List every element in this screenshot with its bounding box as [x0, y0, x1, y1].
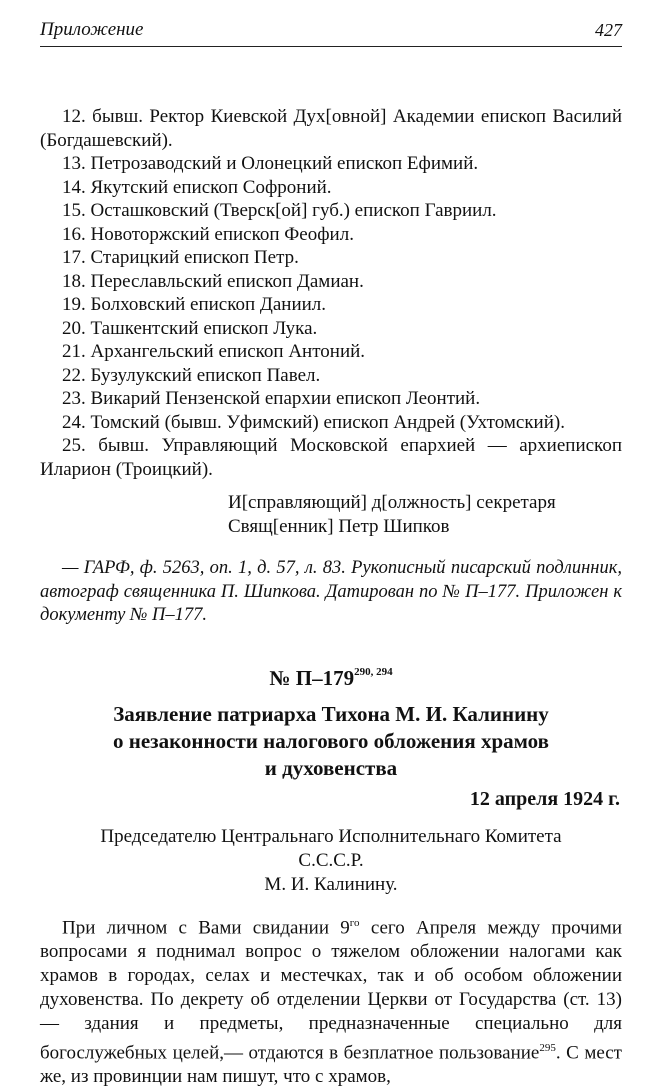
list-item: 13. Петрозаводский и Олонецкий епископ Ефимий. [40, 152, 622, 176]
section-title: Приложение [40, 18, 143, 42]
addressee-line: Председателю Центральнаго Исполнительнаго Комитета [40, 825, 622, 849]
title-line: о незаконности налогового обложения храмов [40, 728, 622, 755]
footnote-refs: 290, 294 [354, 666, 393, 678]
signature-name: Свящ[енник] Петр Шипков [228, 515, 622, 539]
page-number: 427 [595, 18, 622, 42]
signature-position: И[справляющий] д[олжность] секретаря [228, 491, 622, 515]
title-line: Заявление патриарха Тихона М. И. Калинину [40, 701, 622, 728]
list-item: 12. бывш. Ректор Киевской Дух[овной] Академии епископ Василий (Богдашевский). [40, 105, 622, 152]
bishops-list [40, 105, 622, 481]
list-item: 18. Переславльский епископ Дамиан. [40, 270, 622, 294]
list-item: 16. Новоторжский епископ Феофил. [40, 223, 622, 247]
list-item: 23. Викарий Пензенской епархии епископ Леонтий. [40, 387, 622, 411]
addressee-line: М. И. Калинину. [40, 873, 622, 897]
addressee-line: С.С.С.Р. [40, 849, 622, 873]
list-item: 14. Якутский епископ Софроний. [40, 176, 622, 200]
list-item: 15. Осташковский (Тверск[ой] губ.) епископ Гавриил. [40, 199, 622, 223]
signature-block [228, 491, 622, 539]
footnote-ref: 295 [539, 1042, 556, 1054]
document-title [40, 701, 622, 782]
list-item: 21. Архангельский епископ Антоний. [40, 340, 622, 364]
body-text: При личном с Вами свидании 9 [62, 917, 350, 938]
list-item: 19. Болховский епископ Даниил. [40, 293, 622, 317]
list-item: 25. бывш. Управляющий Московской епархией — архиепископ Иларион (Троицкий). [40, 434, 622, 481]
archival-source-note: — ГАРФ, ф. 5263, оп. 1, д. 57, л. 83. Рукописный писарский подлинник, автограф священника П. Шипкова. Датирован по № П–177. Приложен к документу № П–177. [40, 557, 622, 628]
title-line: и духовенства [40, 755, 622, 782]
body-paragraph [40, 911, 622, 1089]
body-text: сего Апреля между прочими вопросами я поднимал вопрос о тяжелом обложении налогами как храмов в городах, селах и местечках, так и об особом обложении духовенства. По декрету об отделении Церкви от Государства (ст. 13) — здания и предметы, предназначенные специально для богослужебных целей,— отдаются в безплатное пользование [40, 917, 622, 1063]
document-date: 12 апреля 1924 г. [40, 788, 622, 811]
document-number [40, 666, 622, 691]
document-number-text: № П–179 [269, 666, 354, 690]
list-item: 20. Ташкентский епископ Лука. [40, 317, 622, 341]
addressee [40, 825, 622, 897]
running-head [40, 18, 622, 47]
list-item: 17. Старицкий епископ Петр. [40, 246, 622, 270]
list-item: 24. Томский (бывш. Уфимский) епископ Андрей (Ухтомский). [40, 411, 622, 435]
ordinal-suffix: го [350, 917, 360, 929]
body-text: . С мест же, из провинции нам пишут, что с храмов, [40, 1042, 622, 1087]
list-item: 22. Бузулукский епископ Павел. [40, 364, 622, 388]
